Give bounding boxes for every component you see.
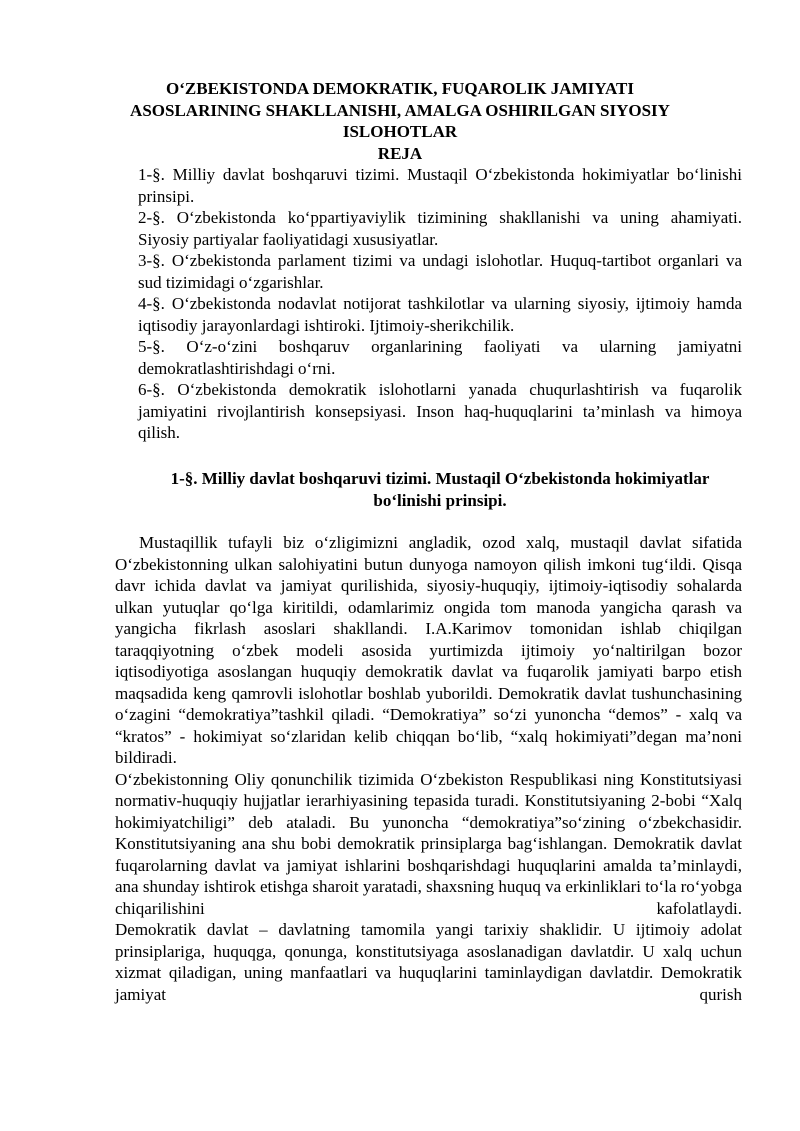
plan-item-6: 6-§. O‘zbekistonda demokratik islohotlarni yanada chuqurlashtirish va fuqarolik jamiyatini rivojlantirish konsepsiyasi. Inson haq-huquqlarini ta’minlash va himoya qilish. xyxy=(138,380,742,442)
plan-item-3: 3-§. O‘zbekistonda parlament tizimi va undagi islohotlar. Huquq-tartibot organlari va sud tizimidagi o‘zgarishlar. xyxy=(138,251,742,292)
section-heading xyxy=(138,468,742,511)
plan-item-2: 2-§. O‘zbekistonda ko‘ppartiyaviylik tizimining shakllanishi va uning ahamiyati. Siyosiy partiyalar faoliyatidagi xususiyatlar. xyxy=(138,208,742,249)
title-line-1: O‘ZBEKISTONDA DEMOKRATIK, FUQAROLIK JAMIYATI xyxy=(166,79,634,98)
plan-item-1: 1-§. Milliy davlat boshqaruvi tizimi. Mustaqil O‘zbekistonda hokimiyatlar bo‘linishi prinsipi. xyxy=(138,165,742,206)
plan-list xyxy=(138,164,742,444)
section-heading-line-2: bo‘linishi prinsipi. xyxy=(373,490,507,510)
body-text xyxy=(115,532,742,1005)
paragraph-2: O‘zbekistonning Oliy qonunchilik tizimida O‘zbekiston Respublikasi ning Konstitutsiyasi normativ-huquqiy hujjatlar ierarhiyasining tepasida turadi. Konstitutsiyaning 2-bobi “Xalq hokimiyatchiligi” deb ataladi. Bu yunoncha “demokratiya”so‘zining o‘zbekchasidir. Konstitutsiyaning ana shu bobi demokratik prinsiplarga bag‘ishlangan. Demokratik davlat fuqarolarning davlat va jamiyat ishlarini boshqarishdagi huquqlarini amalda ta’minlaydi, ana shunday ishtirok etishga sharoit yaratadi, shaxsning huquq va erkinliklari to‘la ro‘yobga chiqarilishini kafolatlaydi. xyxy=(115,769,742,918)
section-heading-line-1: 1-§. Milliy davlat boshqaruvi tizimi. Mustaqil O‘zbekistonda hokimiyatlar xyxy=(170,469,710,488)
document-title xyxy=(116,78,684,164)
title-line-2: ASOSLARINING SHAKLLANISHI, AMALGA OSHIRILGAN SIYOSIY xyxy=(130,100,670,120)
plan-item-4: 4-§. O‘zbekistonda nodavlat notijorat tashkilotlar va ularning siyosiy, ijtimoiy hamda iqtisodiy jarayonlardagi ishtiroki. Ijtimoiy-sherikchilik. xyxy=(138,294,742,335)
plan-heading: REJA xyxy=(377,143,423,163)
plan-item-5: 5-§. O‘z-o‘zini boshqaruv organlarining faoliyati va ularning jamiyatni demokratlashtirishdagi o‘rni. xyxy=(138,337,742,378)
paragraph-1: Mustaqillik tufayli biz o‘zligimizni angladik, ozod xalq, mustaqil davlat sifatida O‘zbekistonning ulkan salohiyatini butun dunyoga namoyon qilish imkoni tug‘ildi. Qisqa davr ichida davlat va jamiyat qurilishida, siyosiy-huquqiy, ijtimoiy-iqtisodiy sohalarda ulkan yutuqlar qo‘lga kiritildi, odamlarimiz ongida tom manoda yangicha qarash va yangicha fikrlash asoslari shakllandi. I.A.Karimov tomonidan ishlab chiqilgan taraqqiyotning o‘zbek modeli asosida yurtimizda ijtimoiy yo‘naltirilgan bozor iqtisodiyotiga asoslangan huquqiy demokratik davlat va fuqarolik jamiyati barpo etish maqsadida keng qamrovli islohotlar boshlab yuborildi. Demokratik davlat tushunchasining o‘zagini “demokratiya”tashkil qiladi. “Demokratiya” so‘zi yunoncha “demos” - xalq va “kratos” - hokimiyat so‘zlaridan kelib chiqqan bo‘lib, “xalq hokimiyati”degan ma’noni bildiradi. xyxy=(115,533,742,767)
paragraph-3: Demokratik davlat – davlatning tamomila yangi tarixiy shaklidir. U ijtimoiy adolat prinsiplariga, huquqga, qonunga, konstitutsiyaga asoslanadigan davlatdir. U xalq uchun xizmat qiladigan, uning manfaatlari va huquqlarini taminlaydigan davlatdir. Demokratik jamiyat qurish xyxy=(115,920,742,1004)
title-line-3: ISLOHOTLAR xyxy=(342,122,458,141)
